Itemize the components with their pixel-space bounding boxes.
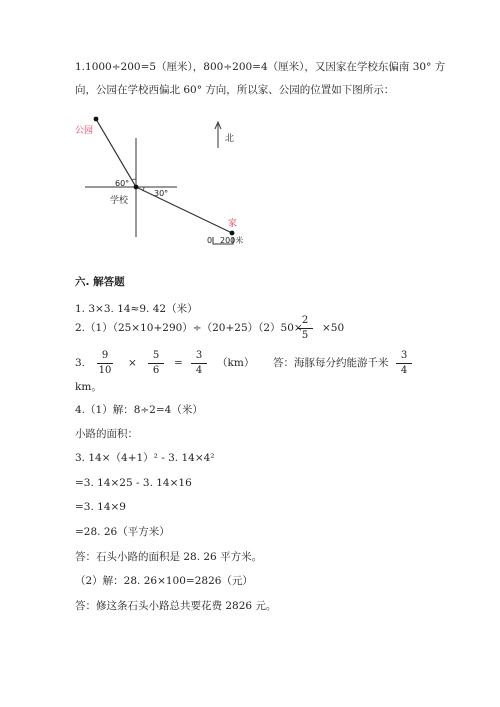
home-label: 家 <box>228 219 238 229</box>
q3-f2-numerator: 5 <box>152 350 160 361</box>
q3-f3-numerator: 3 <box>195 350 203 361</box>
park-label: 公园 <box>75 126 94 136</box>
q3-f2-denominator: 6 <box>152 365 160 376</box>
angle-arc-park <box>132 179 136 180</box>
q2-answer: 2.（1）（25×10+290）÷（20+25）（2）50× <box>75 322 303 334</box>
answer1-line1: 1.1000÷200=5（厘米），800÷200=4（厘米），又因家在学校东偏南 30° 方 <box>75 61 446 73</box>
angle-park-label: 60° <box>115 179 130 188</box>
q3-f3-denominator: 4 <box>195 365 203 376</box>
q1-answer: 1. 3×3. 14≈9. 42（米） <box>75 303 198 315</box>
q3-answer: 答：海豚每分约能游千米 <box>273 357 389 369</box>
q3-fraction-4 <box>396 350 412 377</box>
location-diagram <box>70 110 260 250</box>
q2-fraction-denominator: 5 <box>301 330 309 341</box>
scale-label: 200米 <box>220 236 244 245</box>
school-home-line <box>136 187 232 233</box>
q4-part2: （2）解：28. 26×100=2826（元） <box>75 575 253 587</box>
q4-area-label: 小路的面积： <box>75 428 138 440</box>
school-label: 学校 <box>110 196 129 206</box>
q3-f1-numerator: 9 <box>101 350 109 361</box>
school-park-line <box>96 119 136 187</box>
q4-step1: =3. 14×25 - 3. 14×16 <box>75 477 192 489</box>
q3-f4-numerator: 3 <box>400 350 408 361</box>
q3-fraction-3 <box>191 350 207 377</box>
scale-zero: 0 <box>207 236 213 245</box>
q3-km: km。 <box>75 381 102 393</box>
q3-unit: （km） <box>217 357 255 369</box>
angle-home-label: 30° <box>154 189 169 198</box>
q4-answer1: 答：石头小路的面积是 28. 26 平方米。 <box>75 551 263 563</box>
q4-formula: 3. 14×（4+1）² - 3. 14×4² <box>75 452 215 464</box>
section-title: 六. 解答题 <box>75 276 125 288</box>
q3-fraction-2 <box>148 350 164 377</box>
answer1-line2: 向，公园在学校西偏北 60° 方向，所以家、公园的位置如下图所示： <box>75 84 395 96</box>
q3-times: × <box>128 357 137 369</box>
q3-fraction-1 <box>97 350 113 377</box>
home-point <box>230 231 235 236</box>
north-label: 北 <box>225 134 235 144</box>
q3-f4-denominator: 4 <box>400 365 408 376</box>
q4-answer2: 答：修这条石头小路总共要花费 2826 元。 <box>75 600 277 612</box>
q4-step2: =3. 14×9 <box>75 501 126 513</box>
park-point <box>94 117 99 122</box>
q3-equals: = <box>174 357 183 369</box>
q4-part1: 4.（1）解：8÷2=4（米） <box>75 404 203 416</box>
q3-f1-denominator: 10 <box>98 365 112 376</box>
q3-number: 3. <box>75 357 86 369</box>
q2-fraction-numerator: 2 <box>301 315 309 326</box>
q2-tail: ×50 <box>322 322 345 334</box>
school-point <box>134 185 139 190</box>
q4-step3: =28. 26（平方米） <box>75 526 170 538</box>
q2-fraction <box>297 315 313 342</box>
